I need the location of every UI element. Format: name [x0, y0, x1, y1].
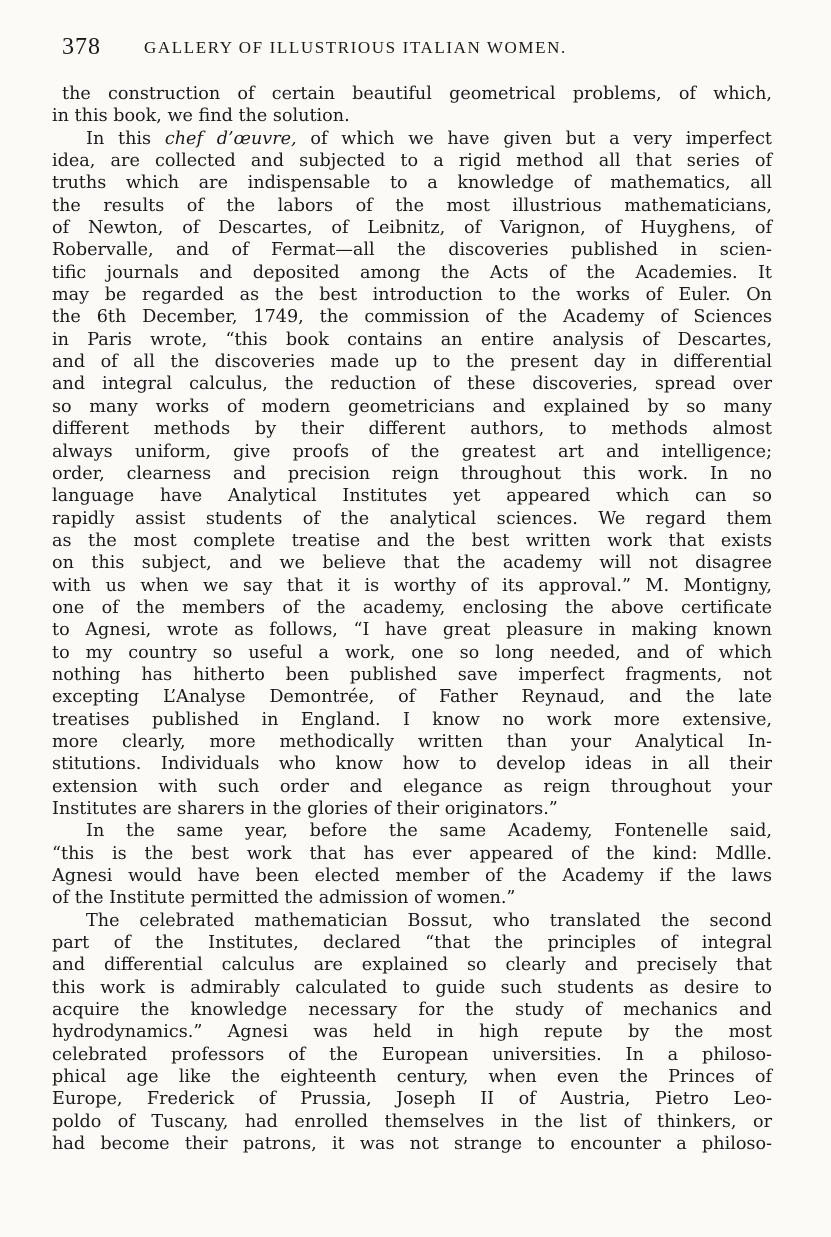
- text-line: truths which are indispensable to a knowledge of mathematics, all: [52, 173, 772, 194]
- text-line: Europe, Frederick of Prussia, Joseph II of Austria, Pietro Leo-: [52, 1089, 772, 1110]
- text-line: one of the members of the academy, enclosing the above certificate: [52, 597, 772, 618]
- text-line: more clearly, more methodically written than your Analytical In-: [52, 731, 772, 752]
- text-line: treatises published in England. I know no work more extensive,: [52, 709, 772, 730]
- text-line: Agnesi would have been elected member of the Academy if the laws: [52, 866, 772, 887]
- text-line: in this book, we find the solution.: [52, 106, 350, 127]
- text-line: the 6th December, 1749, the commission of the Academy of Sciences: [52, 307, 772, 328]
- text-line: in Paris wrote, “this book contains an entire analysis of Descartes,: [52, 329, 772, 350]
- italic-phrase: chef d’œuvre,: [164, 128, 297, 149]
- text-line: and of all the discoveries made up to the present day in differential: [52, 352, 772, 373]
- text-line: excepting L’Analyse Demontrée, of Father Reynaud, and the late: [52, 687, 772, 708]
- text-line: poldo of Tuscany, had enrolled themselves in the list of thinkers, or: [52, 1111, 772, 1132]
- text-line: celebrated professors of the European universities. In a philoso-: [52, 1044, 772, 1065]
- text-line: always uniform, give proofs of the greatest art and intelligence;: [52, 441, 772, 462]
- text-line: extension with such order and elegance as reign throughout your: [52, 776, 772, 797]
- text-line: of Newton, of Descartes, of Leibnitz, of Varignon, of Huyghens, of: [52, 218, 772, 239]
- text-line: of the Institute permitted the admission of women.”: [52, 888, 516, 909]
- text-line: different methods by their different authors, to methods almost: [52, 419, 772, 440]
- text-line: [52, 128, 772, 150]
- text-line: rapidly assist students of the analytical sciences. We regard them: [52, 508, 772, 529]
- text-line: acquire the knowledge necessary for the study of mechanics and: [52, 1000, 772, 1021]
- text-line: language have Analytical Institutes yet appeared which can so: [52, 486, 772, 507]
- page-number: 378: [62, 34, 101, 60]
- text-line: Robervalle, and of Fermat—all the discoveries published in scien-: [52, 240, 772, 261]
- body-text: [52, 83, 772, 1156]
- text-segment: In this: [86, 128, 165, 149]
- running-head: [62, 34, 782, 60]
- text-line: “this is the best work that has ever appeared of the kind: Mdlle.: [52, 843, 772, 864]
- text-line: as the most complete treatise and the best written work that exists: [52, 530, 772, 551]
- text-line: and integral calculus, the reduction of these discoveries, spread over: [52, 374, 772, 395]
- text-line: with us when we say that it is worthy of its approval.” M. Montigny,: [52, 575, 772, 596]
- text-line: tific journals and deposited among the Acts of the Academies. It: [52, 262, 772, 283]
- text-line: idea, are collected and subjected to a rigid method all that series of: [52, 151, 772, 172]
- text-line: and differential calculus are explained so clearly and precisely that: [52, 955, 772, 976]
- text-line: The celebrated mathematician Bossut, who translated the second: [86, 910, 772, 931]
- text-line: In the same year, before the same Academy, Fontenelle said,: [86, 821, 772, 842]
- text-line: had become their patrons, it was not strange to encounter a philoso-: [52, 1134, 772, 1155]
- text-line: the construction of certain beautiful geometrical problems, of which,: [62, 84, 772, 104]
- text-line: the results of the labors of the most illustrious mathematicians,: [52, 195, 772, 216]
- running-title: GALLERY OF ILLUSTRIOUS ITALIAN WOMEN.: [144, 38, 567, 57]
- text-line: Institutes are sharers in the glories of their originators.”: [52, 799, 558, 819]
- text-line: on this subject, and we believe that the academy will not disagree: [52, 553, 772, 574]
- text-line: part of the Institutes, declared “that the principles of integral: [52, 933, 772, 954]
- text-line: phical age like the eighteenth century, when even the Princes of: [52, 1067, 772, 1088]
- text-line: order, clearness and precision reign throughout this work. In no: [52, 463, 772, 484]
- text-line: hydrodynamics.” Agnesi was held in high repute by the most: [52, 1022, 772, 1043]
- text-segment: of which we have given but a very imperfect: [296, 128, 772, 149]
- text-line: stitutions. Individuals who know how to develop ideas in all their: [52, 754, 772, 775]
- text-line: to Agnesi, wrote as follows, “I have great pleasure in making known: [52, 620, 772, 641]
- text-line: so many works of modern geometricians and explained by so many: [52, 396, 772, 417]
- text-line: may be regarded as the best introduction to the works of Euler. On: [52, 285, 772, 306]
- text-line: nothing has hitherto been published save imperfect fragments, not: [52, 664, 772, 685]
- text-line: this work is admirably calculated to guide such students as desire to: [52, 977, 772, 998]
- text-line: to my country so useful a work, one so long needed, and of which: [52, 642, 772, 663]
